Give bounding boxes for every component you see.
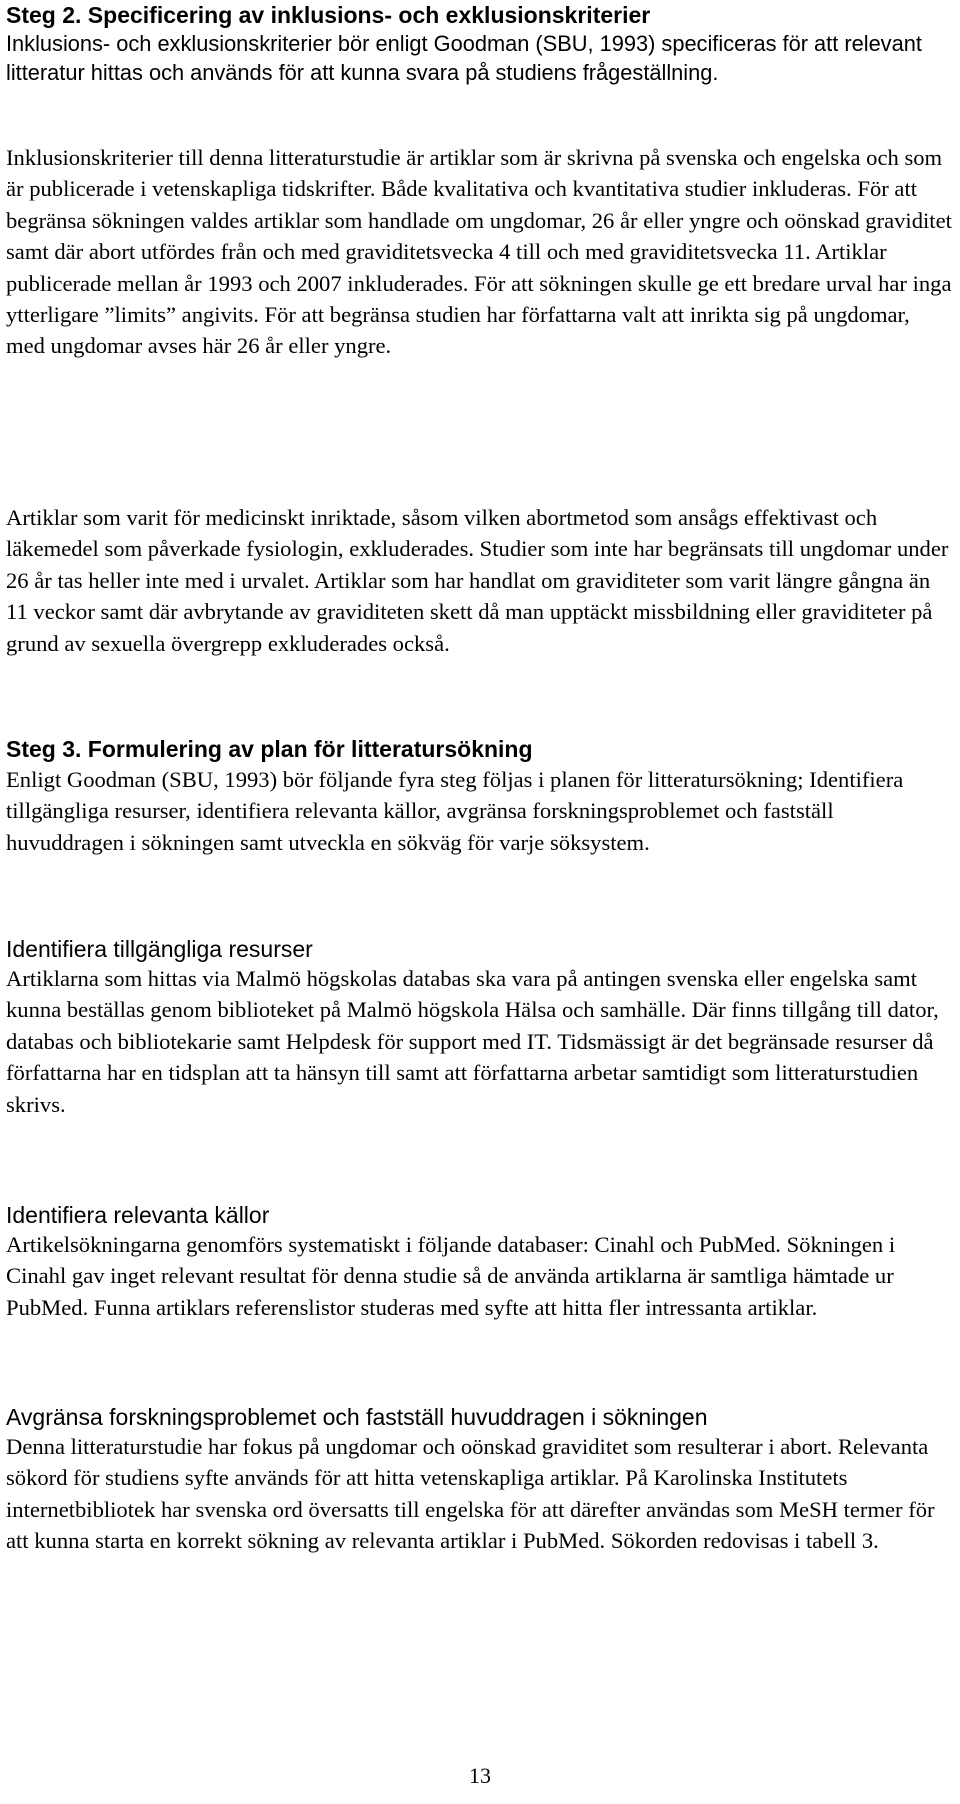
step3-heading: Steg 3. Formulering av plan för litteratursökning bbox=[6, 736, 533, 762]
section-body-resources: Artiklarna som hittas via Malmö högskolas databas ska vara på antingen svenska eller engelska samt kunna beställas genom biblioteket på Malmö högskola Hälsa och samhälle. Där finns tillgång till dator, databas och bibliotekarie samt Helpdesk för support med IT. Tidsmässigt är det begränsade resurser då författarna har en tidsplan att ta hänsyn till samt att författarna arbetar samtidigt som litteraturstudien skrivs. bbox=[6, 966, 939, 1117]
step2-heading: Steg 2. Specificering av inklusions- och exklusionskriterier bbox=[6, 2, 651, 28]
section-body-delimit: Denna litteraturstudie har fokus på ungdomar och oönskad graviditet som resulterar i abort. Relevanta sökord för studiens syfte används för att hitta vetenskapliga artiklar. På Karolinska Institutets internetbibliotek har svenska ord översatts till engelska för att därefter användas som MeSH termer för att kunna starta en korrekt sökning av relevanta artiklar i PubMed. Sökorden redovisas i tabell 3. bbox=[6, 1434, 935, 1554]
step3-intro: Enligt Goodman (SBU, 1993) bör följande fyra steg följas i planen för litteratursökning; Identifiera tillgängliga resurser, identifiera relevanta källor, avgränsa forskningsproblemet och fastställ huvuddragen i sökningen samt utveckla en sökväg för varje söksystem. bbox=[6, 767, 904, 855]
section-body-sources: Artikelsökningarna genomförs systematiskt i följande databaser: Cinahl och PubMed. Sökningen i Cinahl gav inget relevant resultat för denna studie så de använda artiklarna är samtliga hämtade ur PubMed. Funna artiklars referenslistor studeras med syfte att hitta fler intressanta artiklar. bbox=[6, 1232, 896, 1320]
page-number: 13 bbox=[469, 1763, 491, 1788]
step2-paragraph-1: Inklusionskriterier till denna litteraturstudie är artiklar som är skrivna på svenska och engelska och som är publicerade i vetenskapliga tidskrifter. Både kvalitativa och kvantitativa studier inkluderas. För att begränsa sökningen valdes artiklar som handlade om ungdomar, 26 år eller yngre och oönskad graviditet samt där abort utfördes från och med graviditetsvecka 4 till och med graviditetsvecka 11. Artiklar publicerade mellan år 1993 och 2007 inkluderades. För att sökningen skulle ge ett bredare urval har inga ytterligare ”limits” angivits. För att begränsa studien har författarna valt att inrikta sig på ungdomar, med ungdomar avses här 26 år eller yngre. bbox=[6, 145, 952, 359]
step2-paragraph-2: Artiklar som varit för medicinskt inriktade, såsom vilken abortmetod som ansågs effektivast och läkemedel som påverkade fysiologin, exkluderades. Studier som inte har begränsats till ungdomar under 26 år tas heller inte med i urvalet. Artiklar som har handlat om graviditeter som varit längre gångna än 11 veckor samt där avbrytande av graviditeten skett då man upptäckt missbildning eller graviditeter på grund av sexuella övergrepp exkluderades också. bbox=[6, 505, 949, 656]
section-heading-resources: Identifiera tillgängliga resurser bbox=[6, 936, 313, 962]
section-heading-delimit: Avgränsa forskningsproblemet och fastställ huvuddragen i sökningen bbox=[6, 1404, 708, 1430]
step2-intro: Inklusions- och exklusionskriterier bör enligt Goodman (SBU, 1993) specificeras för att relevant litteratur hittas och används för att kunna svara på studiens frågeställning. bbox=[6, 31, 922, 85]
section-heading-sources: Identifiera relevanta källor bbox=[6, 1202, 270, 1228]
